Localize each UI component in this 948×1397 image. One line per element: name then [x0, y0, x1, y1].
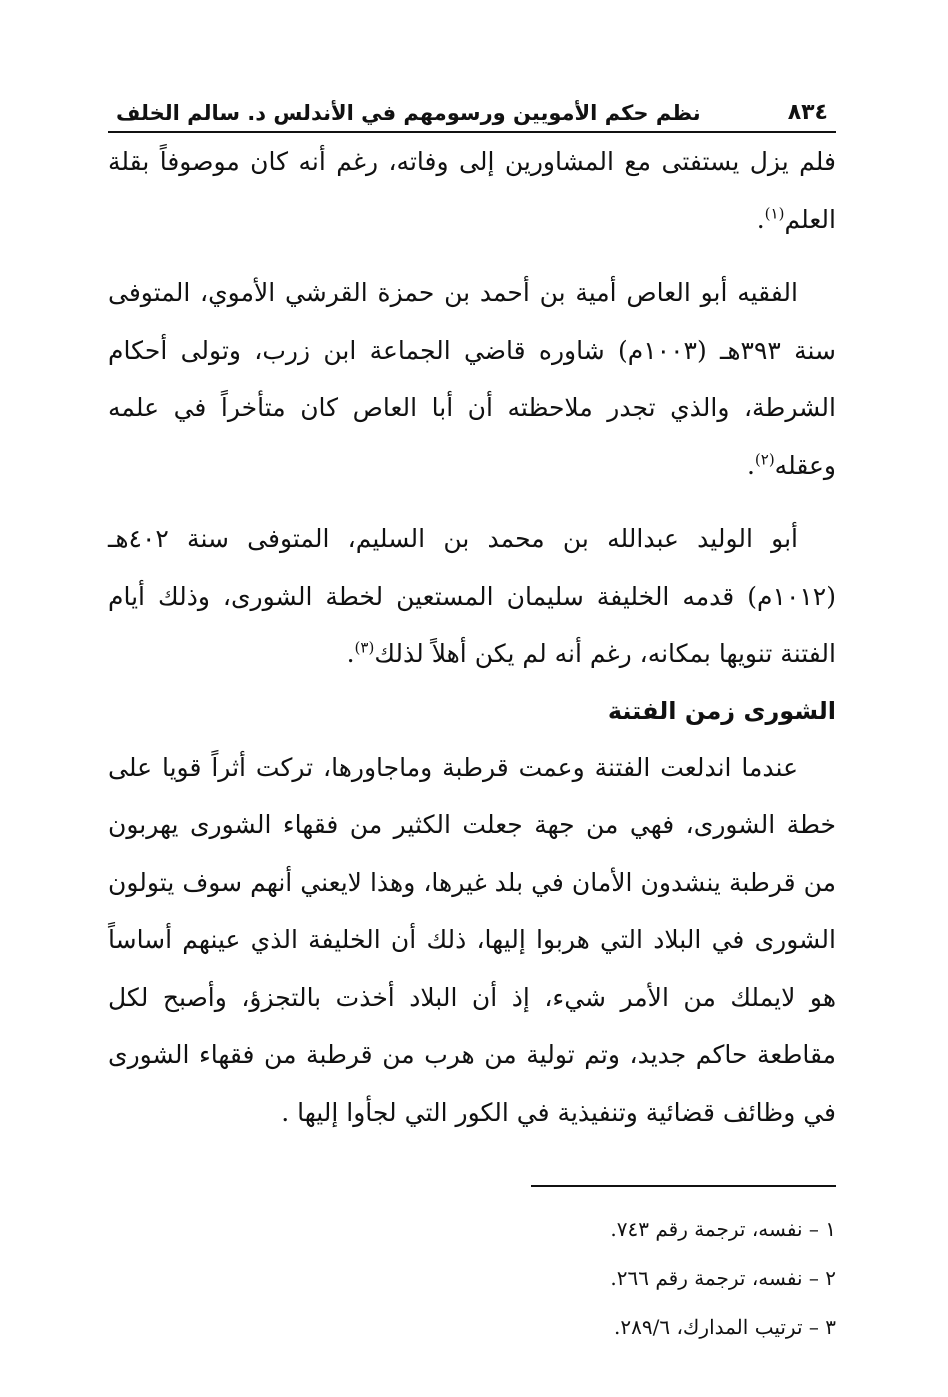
paragraph-1 [108, 133, 836, 248]
footnote-1: ١ – نفسه، ترجمة رقم ٧٤٣. [610, 1217, 836, 1241]
section-heading: الشورى زمن الفتنة [607, 696, 836, 725]
section-paragraph: عندما اندلعت الفتنة وعمت قرطبة وماجاورها، تركت أثراً قويا على خطة الشورى، فهي من جهة جعلت الكثير من فقهاء الشورى يهربون من قرطبة ينشدون الأمان في بلد غيرها، وهذا لايعني أنهم سوف يتولون الشورى في البلاد التي هربوا إليها، ذلك أن الخليفة الذي عينهم أساساً هو لايملك من الأمر شيء، إذ أن البلاد أخذت بالتجزؤ، وأصبح لكل مقاطعة حاكم جديد، وتم تولية من هرب من قرطبة من فقهاء الشورى في وظائف قضائية وتنفيذية في الكور التي لجأوا إليها . [108, 752, 836, 1127]
paragraph-3-end: . [346, 639, 355, 668]
footnote-divider [531, 1185, 836, 1187]
paragraph-2 [108, 264, 836, 494]
body-text [108, 133, 836, 1141]
paragraph-2-text: الفقيه أبو العاص أمية بن أحمد بن حمزة القرشي الأموي، المتوفى سنة ٣٩٣هـ (١٠٠٣م) شاوره قاضي الجماعة ابن زرب، وتولى أحكام الشرطة، والذي تجدر ملاحظته أن أبا العاص كان متأخراً في علمه وعقله [108, 278, 837, 480]
header-title: نظم حكم الأمويين ورسومهم في الأندلس د. سالم الخلف [116, 101, 701, 125]
footnote-ref-1: (١) [764, 204, 785, 223]
footnote-2: ٢ – نفسه، ترجمة رقم ٢٦٦. [610, 1266, 836, 1290]
footnote-ref-2: (٢) [754, 450, 775, 469]
running-header [108, 100, 836, 133]
paragraph-1-text: فلم يزل يستفتى مع المشاورين إلى وفاته، رغم أنه كان موصوفاً بقلة العلم [108, 147, 836, 234]
document-page [108, 100, 836, 1352]
paragraph-3 [108, 510, 836, 683]
footnotes [108, 1205, 836, 1352]
paragraph-1-end: . [756, 204, 765, 234]
paragraph-2-end: . [746, 450, 755, 480]
footnote-ref-3: (٣) [354, 638, 375, 657]
page-number: ٨٣٤ [787, 100, 828, 125]
footnote-3: ٣ – ترتيب المدارك، ٢٨٩/٦. [614, 1315, 836, 1339]
paragraph-3-text: أبو الوليد عبدالله بن محمد بن السليم، المتوفى سنة ٤٠٢هـ (١٠١٢م) قدمه الخليفة سليمان المستعين لخطة الشورى، وذلك أيام الفتنة تنويها بمكانه، رغم أنه لم يكن أهلاً لذلك [108, 524, 836, 668]
